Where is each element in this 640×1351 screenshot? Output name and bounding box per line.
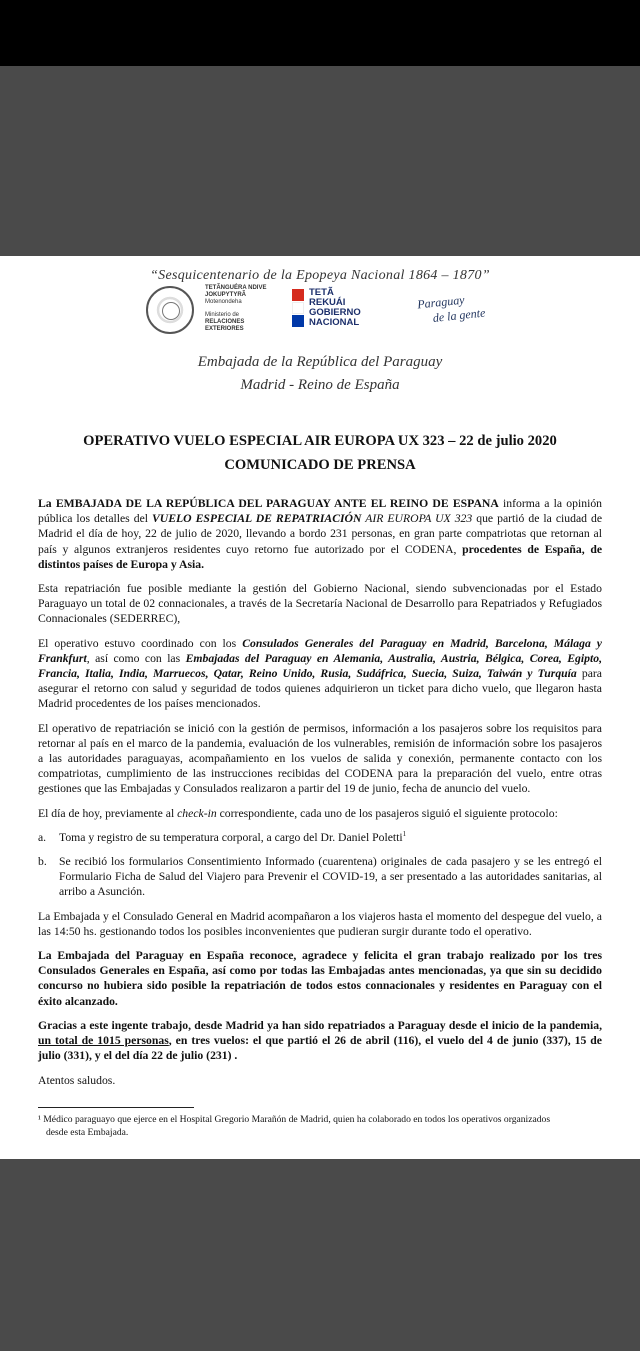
- text-span: Consulados Generales del Paraguay en Madrid, Barcelona, Málaga y Frankfurt: [38, 636, 602, 665]
- closing: Atentos saludos.: [38, 1073, 116, 1087]
- ministry-guarani-line: Motenondeha: [205, 299, 242, 305]
- text-span: Gracias a este ingente trabajo, desde Madrid ya han sido repatriados a Paraguay desde el inicio de la pandemia,: [38, 1018, 602, 1032]
- list-text: [59, 830, 602, 845]
- ministry-es-line: Ministerio de: [205, 312, 240, 318]
- text-span: que partió de la ciudad de Madrid el día de hoy, 22 de julio de 2020, llevando a bordo 231 personas, en gran parte compatriotas que retornan al país y algunos extranjeros residentes cuyo retorno fue autorizado por el CODENA,: [38, 512, 603, 556]
- text-span: informa a la opinión pública los detalles del: [38, 497, 603, 526]
- paragraph-8: [38, 1018, 602, 1064]
- text-span: VUELO ESPECIAL DE REPATRIACIÓN: [152, 512, 362, 526]
- text-span: AIR EUROPA UX 323: [361, 512, 473, 526]
- list-item: [38, 830, 602, 845]
- text-span: para asegurar el retorno con salud y seguridad de todos quienes adquirieron un ticket para dicho vuelo, que llegaron hasta Madrid procedentes de los países mencionados.: [38, 667, 602, 711]
- text-span: El día de hoy, previamente al: [38, 806, 178, 820]
- gov-logo-line: NACIONAL: [309, 317, 360, 328]
- viewer-bottom-bar: [0, 1159, 640, 1351]
- paraguay-de-la-gente-logo: [417, 291, 486, 328]
- list-marker: b.: [38, 855, 47, 869]
- gov-logo-line: GOBIERNO: [309, 307, 361, 318]
- slogan-line: Paraguay: [416, 292, 466, 312]
- paragraph-5: [38, 806, 602, 821]
- text-span: , en tres vuelos: el que partió el 26 de abril (116), el vuelo del 4 de junio (337), 15 de julio (331), y el del día 22 de julio (231) .: [38, 1034, 602, 1063]
- ministry-es-line: EXTERIORES: [205, 326, 244, 332]
- text-span: Embajadas del Paraguay en Alemania, Australia, Austria, Bélgica, Corea, Egipto, Francia, Italia, India, Marruecos, Qatar, Reino Unido, Rusia, Sudáfrica, Suecia, Suiza, Taiwán y Turquía: [38, 651, 603, 681]
- national-seal-icon: [146, 286, 194, 334]
- text-span: procedentes de España, de distintos países de Europa y Asia.: [38, 542, 603, 571]
- paragraph-1: [38, 496, 602, 572]
- text-span: La Embajada del Paraguay en España reconoce, agradece y felicita el gran trabajo realizado por los tres Consulados Generales en España, así como por todas las Embajadas antes mencionadas, ya que sin su decidido concurso no hubiera sido posible la repatriación de todos estos connacionales y residentes en Paraguay con el éxito alcanzado.: [38, 949, 602, 1008]
- title-line-1: OPERATIVO VUELO ESPECIAL AIR EUROPA UX 323 – 22 de julio 2020: [83, 433, 557, 449]
- footnote-ref: 1: [402, 829, 407, 838]
- gov-logo-line: TETÃ: [309, 287, 334, 298]
- ministry-guarani-line: TETÃNGUÉRA NDIVE: [205, 285, 267, 291]
- list-marker: a.: [38, 830, 47, 844]
- document-title: [0, 429, 640, 477]
- list-item: [38, 854, 602, 900]
- text-span: El operativo estuvo coordinado con los: [38, 636, 243, 650]
- footnote-divider: [38, 1107, 194, 1108]
- footnote-line: ¹ Médico paraguayo que ejerce en el Hospital Gregorio Marañón de Madrid, quien ha colaborado en todos los operativos organizados: [38, 1114, 551, 1125]
- footnote: [38, 1113, 604, 1139]
- status-bar: [0, 0, 640, 66]
- ministry-es-line: RELACIONES: [205, 319, 245, 325]
- text-span: Toma y registro de su temperatura corporal, a cargo del Dr. Daniel Poletti: [59, 830, 403, 844]
- text-span: , así como con las: [86, 651, 186, 665]
- paragraph-3: [38, 636, 602, 712]
- paragraph-7: [38, 948, 602, 1009]
- text-span: correspondiente, cada uno de los pasajeros siguió el siguiente protocolo:: [216, 806, 558, 820]
- embassy-location: Madrid - Reino de España: [240, 377, 400, 393]
- paragraph-2: Esta repatriación fue posible mediante la gestión del Gobierno Nacional, siendo subvencionadas por el Estado Paraguayo un total de 02 connacionales, a través de la Secretaría Nacional de Desarrollo para Repatriados y Refugiados Connacionales (SEDERREC),: [38, 582, 602, 626]
- document-page: [0, 256, 640, 1159]
- ministry-guarani-line: JOKUPYTYRÃ: [205, 292, 247, 298]
- text-span: La EMBAJADA DE LA REPÚBLICA DEL PARAGUAY ANTE EL REINO DE ESPANA: [38, 497, 499, 510]
- text-span: check-in: [177, 806, 217, 820]
- slogan-line: de la gente: [432, 305, 486, 325]
- viewer-top-bar: [0, 0, 640, 256]
- paragraph-4: El operativo de repatriación se inició con la gestión de permisos, información a los pasajeros sobre los requisitos para retornar al país en el marco de la pandemia, evaluación de los vulnerables, remisión de información sobre los pasajeros a las autoridades paraguayas, acompañamiento en los vuelos de salida y conexión, permanente contacto con los compatriotas, cumplimiento de las instrucciones recibidas del CODENA para la preparación del vuelo, entre otras gestiones que las Embajadas y Consulados realizaron a partir del 19 de junio, fecha de anuncio del vuelo.: [38, 721, 602, 796]
- document-body: [38, 496, 602, 1097]
- paragraph-6: La Embajada y el Consulado General en Madrid acompañaron a los viajeros hasta el momento del despegue del vuelo, a las 14:50 hs. gestionando todos los posibles inconvenientes que pudieran surgir durante todo el operativo.: [38, 909, 602, 938]
- ministry-logo-text: [205, 285, 266, 333]
- title-line-2: COMUNICADO DE PRENSA: [224, 457, 416, 473]
- sesquicentennial-motto: “Sesquicentenario de la Epopeya Nacional 1864 – 1870”: [150, 268, 490, 283]
- text-span: un total de 1015 personas: [38, 1034, 169, 1048]
- embassy-name: Embajada de la República del Paraguay: [197, 354, 443, 370]
- embassy-letterhead: [0, 351, 640, 397]
- gov-logo-line: REKUÁI: [309, 297, 346, 308]
- flag-icon: [292, 289, 304, 327]
- footnote-line: desde esta Embajada.: [46, 1127, 129, 1138]
- list-text: Se recibió los formularios Consentimiento Informado (cuarentena) originales de cada pasajero y se les entregó el Formulario Ficha de Salud del Viajero para Prevenir el COVID-19, a ser presentado a las autoridades sanitarias, al arribo a Asunción.: [59, 855, 602, 899]
